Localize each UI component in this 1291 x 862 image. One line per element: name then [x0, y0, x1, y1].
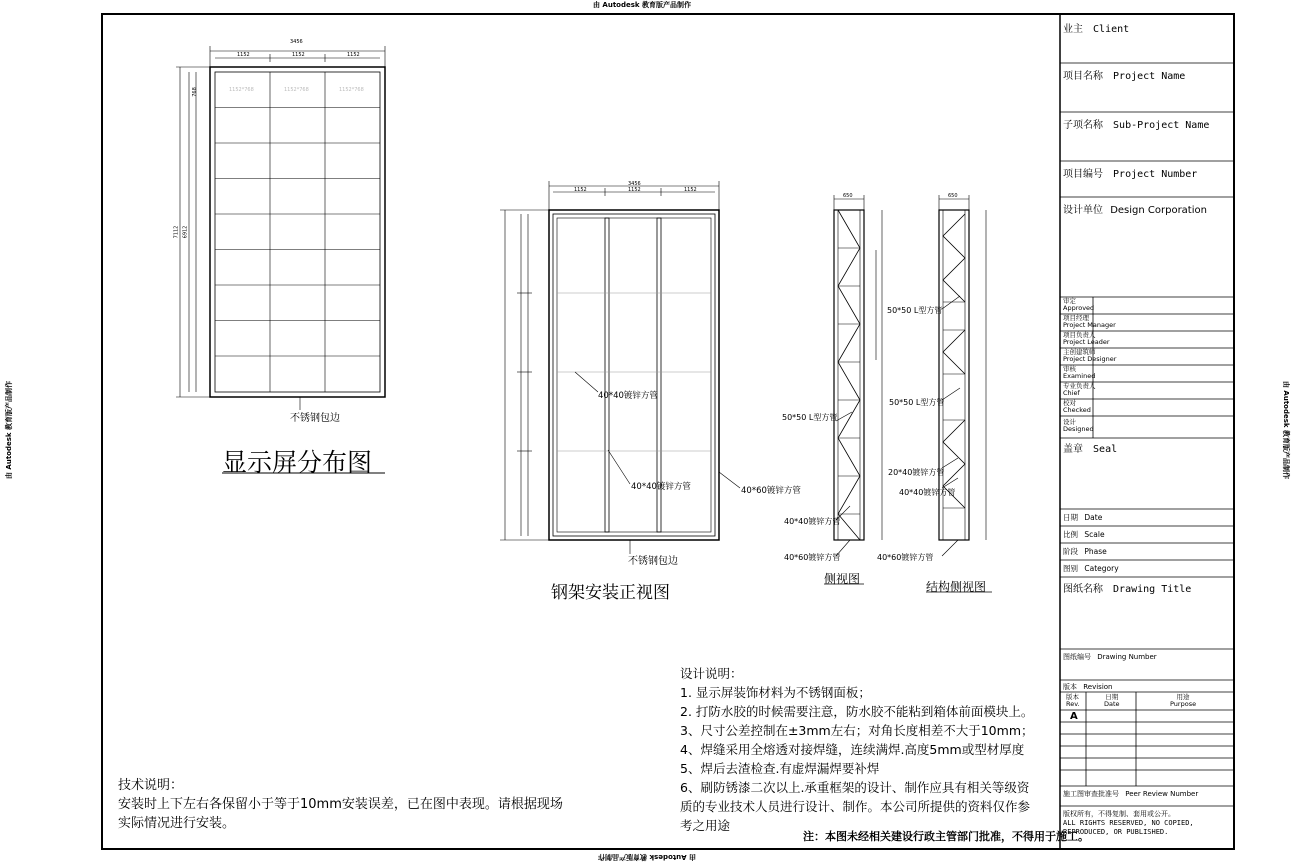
structure-40x60-label: 40*60镀锌方管 [877, 553, 934, 562]
tb-client: 业主 Client [1063, 24, 1130, 35]
tb-rev-col-header: 版本 Rev. [1066, 693, 1080, 708]
watermark-top: 由 Autodesk 教育版产品制作 [593, 1, 692, 9]
screen-cell-label: 1152*768 [339, 87, 364, 93]
front-dim-seg-2: 1152 [628, 187, 641, 193]
front-dim-seg-1: 1152 [574, 187, 587, 193]
watermark-right: 由 Autodesk 教育版产品制作 [1282, 380, 1291, 480]
tb-design-corp: 设计单位 Design Corporation [1063, 205, 1207, 216]
tech-notes-heading: 技术说明： [118, 778, 184, 793]
construction-warning: 注：本图未经相关建设行政主管部门批准，不得用于施工。 [803, 830, 1089, 843]
structure-l-tube-label-2: 50*50 L型方管 [889, 398, 945, 407]
front-inner-tube-label: 40*40镀锌方管 [598, 391, 658, 401]
structure-20x40-label: 20*40镀锌方管 [888, 468, 945, 477]
tb-project: 项目名称 Project Name [1063, 71, 1186, 82]
watermark-left: 由 Autodesk 教育版产品制作 [5, 380, 14, 480]
tb-date: 日期 Date [1063, 513, 1103, 522]
structure-side-leaders [942, 296, 960, 556]
side-view-title: 侧视图 [824, 572, 861, 586]
screen-dim-row: 768 [191, 87, 198, 97]
tb-approval-row: 设计 Designed [1063, 418, 1094, 433]
structure-40x40-label: 40*40镀锌方管 [899, 488, 956, 497]
tb-purpose-col-header: 用途 Purpose [1170, 693, 1197, 708]
screen-dim-height: 6912 [182, 225, 189, 239]
tb-approval-row: 专业负责人 Chief [1063, 382, 1096, 397]
screen-cell-label: 1152*768 [284, 87, 309, 93]
tb-date-col-header: 日期 Date [1104, 693, 1120, 708]
front-view-title: 钢架安装正视图 [551, 583, 670, 603]
screen-cell-label: 1152*768 [229, 87, 254, 93]
design-note-line: 1. 显示屏装饰材料为不锈钢面板； [680, 685, 871, 700]
tb-project-number: 项目编号 Project Number [1063, 169, 1198, 180]
design-note-line: 考之用途 [680, 818, 731, 833]
tech-note-line: 安装时上下左右各保留小于等于10mm安装误差，已在图中表现。请根据现场 [118, 797, 563, 812]
tb-phase: 阶段 Phase [1063, 547, 1107, 556]
tech-note-line: 实际情况进行安装。 [118, 816, 236, 831]
structure-dim-top: 650 [948, 193, 958, 199]
screen-edge-label: 不锈钢包边 [290, 413, 340, 424]
screen-layout-grid [210, 67, 385, 397]
screen-layout-dimensions [176, 46, 385, 397]
screen-dim-seg-3: 1152 [347, 52, 360, 58]
design-note-line: 6、刷防锈漆二次以上.承重框架的设计、制作应具有相关等级资 [680, 780, 1030, 795]
design-notes [680, 664, 1034, 835]
tb-approval-row: 主创建筑师 Project Designer [1063, 348, 1117, 363]
structure-side-view-title: 结构侧视图 [926, 580, 987, 594]
tb-approval-row: 校对 Checked [1063, 399, 1091, 414]
tb-approval-row: 审核 Examined [1063, 365, 1096, 380]
side-view-leaders [836, 412, 852, 556]
side-view-truss [834, 210, 864, 540]
screen-layout-title: 显示屏分布图 [222, 448, 373, 477]
tech-notes [118, 776, 563, 833]
watermark-bottom: 由 Autodesk 教育版产品制作 [598, 853, 697, 861]
design-note-line: 3、尺寸公差控制在±3mm左右；对角长度相差不大于10mm； [680, 723, 1034, 738]
tb-seal: 盖章 Seal [1063, 444, 1118, 455]
screen-dim-seg-2: 1152 [292, 52, 305, 58]
tb-approval-row: 审定 Approved [1063, 297, 1095, 312]
design-note-line: 5、焊后去渣检查.有虚焊漏焊要补焊 [680, 761, 880, 776]
front-inner-tube-label-2: 40*40镀锌方管 [631, 482, 691, 492]
screen-dim-seg-1: 1152 [237, 52, 250, 58]
tb-approval-row: 项目负责人 Project Leader [1063, 331, 1110, 346]
design-note-line: 2. 打防水胶的时候需要注意，防水胶不能粘到箱体前面模块上。 [680, 704, 1034, 719]
tb-peer-review: 施工图审查批准号 Peer Review Number [1063, 790, 1199, 798]
screen-dim-total: 3456 [290, 39, 303, 45]
tb-drawing-number: 图纸编号 Drawing Number [1063, 653, 1157, 661]
front-dim-total: 3456 [628, 181, 641, 187]
design-note-line: 4、焊缝采用全熔透对接焊缝，连续满焊.高度5mm或型材厚度 [680, 742, 1025, 757]
tb-revision: 版本 Revision [1063, 683, 1113, 691]
front-edge-label: 不锈钢包边 [628, 556, 678, 567]
tb-subproject: 子项名称 Sub-Project Name [1063, 120, 1210, 131]
tb-scale: 比例 Scale [1063, 530, 1105, 539]
front-dim-seg-3: 1152 [684, 187, 697, 193]
screen-dim-overall: 7112 [173, 225, 180, 239]
side-tube60-label: 40*60镀锌方管 [784, 553, 841, 562]
front-outer-tube-label: 40*60镀锌方管 [741, 486, 801, 496]
tb-category: 图别 Category [1063, 564, 1119, 573]
side-dim-top: 650 [843, 193, 853, 199]
structure-l-tube-label-1: 50*50 L型方管 [887, 306, 943, 315]
side-l-tube-label: 50*50 L型方管 [782, 413, 838, 422]
tb-approval-row: 项目经理 Project Manager [1063, 314, 1116, 329]
side-tube40-label: 40*40镀锌方管 [784, 517, 841, 526]
design-note-line: 质的专业技术人员进行设计、制作。本公司所提供的资料仅作参 [680, 799, 1031, 814]
tb-rev-value: A [1070, 711, 1078, 722]
design-notes-heading: 设计说明： [680, 666, 743, 681]
tb-drawing-title: 图纸名称 Drawing Title [1063, 584, 1192, 595]
tb-copyright: 版权所有，不得复制、套用或公开。 ALL RIGHTS RESERVED, NO COPIED, REPRODUCED, OR PUBLISHED. [1063, 810, 1194, 836]
